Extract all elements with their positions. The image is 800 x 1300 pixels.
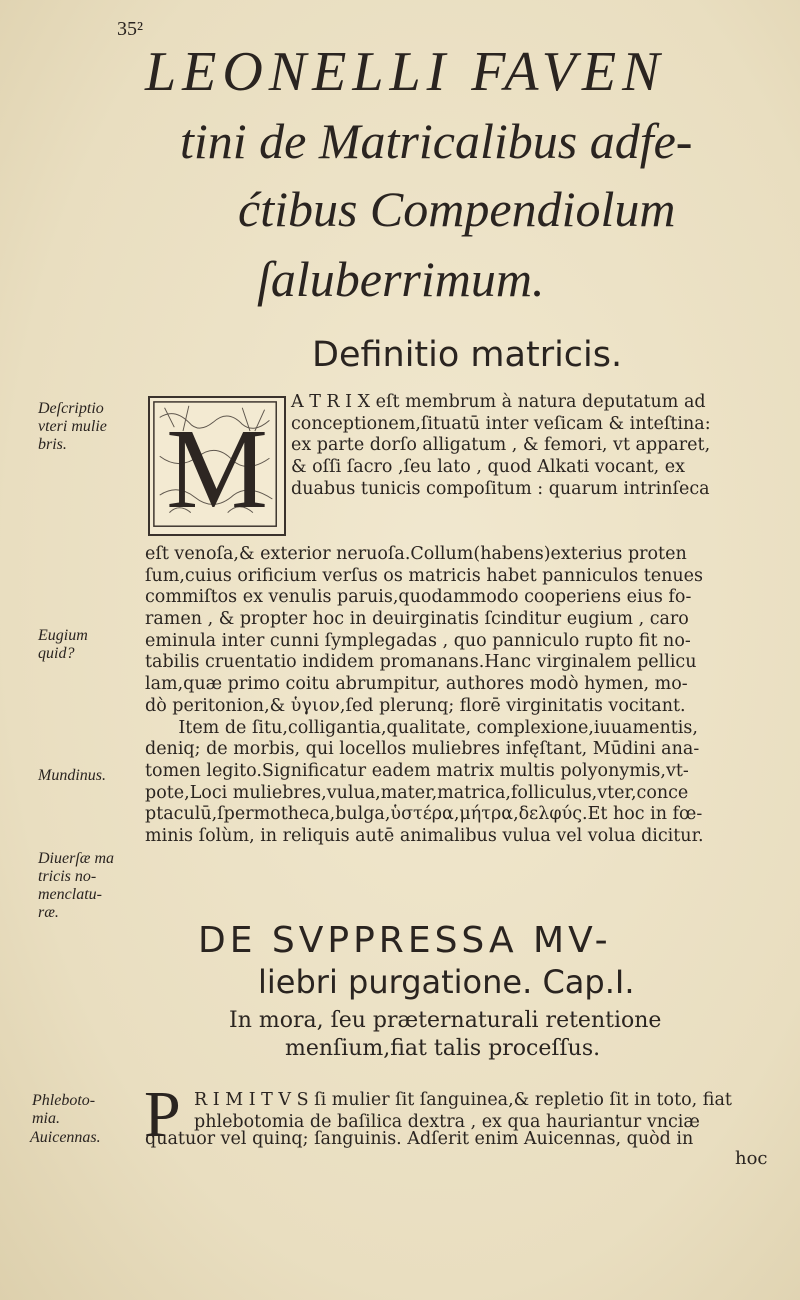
text-line: pote,Loci muliebres,vulua,mater,matrica,folliculus,vter,conce xyxy=(145,782,689,803)
margin-note-line: Mundinus. xyxy=(38,767,106,784)
definition-heading: Definitio matricis. xyxy=(312,335,623,375)
text-line: tabilis cruentatio indidem promanans.Hanc virginalem pellicu xyxy=(145,652,697,673)
text-line: minis ſolùm, in reliquis autē animalibus vulua vel volua dicitur. xyxy=(145,825,704,846)
margin-note-mundinus xyxy=(38,767,106,785)
text-line: A T R I X eſt membrum à natura deputatum ad xyxy=(291,392,706,412)
chapter-subheading-line-2: menſium,fiat talis proceſſus. xyxy=(285,1036,601,1061)
chapter-body-paragraph xyxy=(145,1129,693,1151)
title-line-1: LEONELLI FAVEN xyxy=(145,41,666,103)
margin-note-diversae xyxy=(38,850,114,922)
text-line: R I M I T V S ſi mulier ſit ſanguinea,& repletio ſit in toto, fiat xyxy=(194,1090,732,1110)
text-line: & oſſi ſacro ,ſeu lato , quod Alkati vocant, ex xyxy=(291,457,686,478)
margin-note-line: Diuerſæ ma xyxy=(38,850,114,867)
initial-letter: M xyxy=(166,404,268,532)
text-line: quatuor vel quinq; ſanguinis. Adſerit enim Auicennas, quòd in xyxy=(145,1129,694,1149)
ornament-initial-image xyxy=(150,398,284,534)
margin-note-line: menclatu- xyxy=(38,886,102,903)
chapter-heading-line-2: liebri purgatione. Cap.I. xyxy=(258,963,635,1001)
chapter-initial: P xyxy=(144,1078,181,1151)
text-line: Item de ſitu,colligantia,qualitate, complexione,iuuamentis, xyxy=(145,717,698,738)
text-line: deniq; de morbis, qui locellos muliebres infęſtant, Mūdini ana- xyxy=(145,739,700,760)
text-line: ptaculū,ſpermotheca,bulga,ὑστέρα,μήτρα,δελφύς.Et hoc in fœ- xyxy=(145,804,703,825)
margin-note-line: quid? xyxy=(38,645,75,662)
title-line-2: tini de Matricalibus adfe- xyxy=(180,113,693,169)
margin-note-line: Phleboto- xyxy=(32,1092,96,1109)
margin-note-avicennas xyxy=(30,1129,101,1147)
margin-note-line: ræ. xyxy=(38,904,59,921)
indented-paragraph xyxy=(291,392,711,500)
margin-note-line: mia. xyxy=(32,1110,60,1127)
title-line-4: ſaluberrimum. xyxy=(257,251,545,307)
margin-note-line: Eugium xyxy=(38,627,88,644)
chapter-indented-paragraph xyxy=(194,1090,732,1133)
margin-note-descriptio xyxy=(38,400,107,454)
text-line: commiſtos ex venulis paruis,quodammodo cooperiens eius fo- xyxy=(145,587,692,608)
text-line: ſum,cuius orificium verſus os matricis habet panniculos tenues xyxy=(145,565,703,586)
chapter-heading-line-1: DE SVPPRESSA MV- xyxy=(198,920,612,961)
margin-note-line: tricis no- xyxy=(38,868,97,885)
body-paragraph xyxy=(145,544,704,848)
margin-note-phlebotomia xyxy=(32,1092,95,1128)
text-line: duabus tunicis compoſitum : quarum intrinſeca xyxy=(291,478,710,499)
text-line: eſt venoſa,& exterior neruoſa.Collum(habens)exterius proten xyxy=(145,544,687,564)
text-line: dò peritonion,& ὑγιον,ſed plerunq; florē virginitatis vocitant. xyxy=(145,695,686,716)
margin-note-line: vteri mulie xyxy=(38,418,107,435)
text-line: eminula inter cunni ſymplegadas , quo panniculo rupto fit no- xyxy=(145,630,691,651)
text-line: tomen legito.Significatur eadem matrix multis polyonymis,vt- xyxy=(145,760,689,781)
chapter-subheading-line-1: In mora, ſeu præternaturali retentione xyxy=(229,1008,662,1033)
margin-note-line: Deſcriptio xyxy=(38,400,104,417)
text-line: ex parte dorſo alligatum , & femori, vt apparet, xyxy=(291,435,711,456)
text-line: phlebotomia de baſilica dextra , ex qua hauriantur vnciæ xyxy=(194,1111,700,1132)
text-line: ramen , & propter hoc in deuirginatis ſcinditur eugium , caro xyxy=(145,609,689,630)
margin-note-line: bris. xyxy=(38,436,67,453)
text-line: lam,quæ primo coitu abrumpitur, authores modò hymen, mo- xyxy=(145,674,688,695)
title-line-3: ćtibus Compendiolum xyxy=(238,181,676,237)
text-line: conceptionem,ſituatū inter veſicam & inteſtina: xyxy=(291,413,711,434)
decorated-initial-m xyxy=(148,396,286,536)
page-number: 35² xyxy=(117,18,143,40)
margin-note-line: Auicennas. xyxy=(30,1129,101,1146)
catchword: hoc xyxy=(735,1148,768,1169)
margin-note-eugium xyxy=(38,627,88,663)
